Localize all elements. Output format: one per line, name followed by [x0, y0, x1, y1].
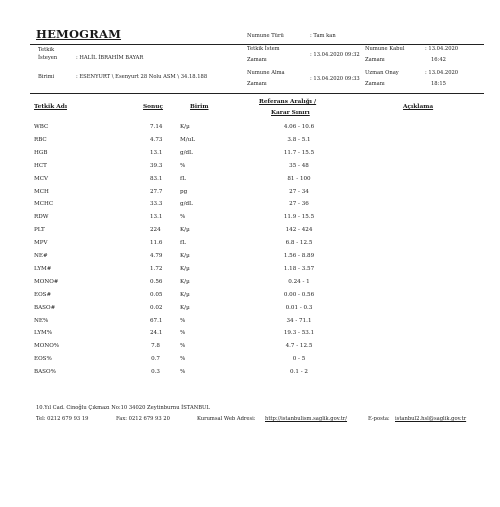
test-name: HCT	[34, 162, 47, 169]
col-unit: Birim	[190, 104, 209, 110]
table-row	[0, 369, 500, 381]
test-unit: K/µ	[180, 278, 190, 285]
test-result: 1.72	[150, 265, 163, 272]
test-unit: g/dL	[180, 149, 193, 156]
footer-web-label: Kurumsal Web Adresi:	[197, 416, 256, 422]
test-result: 0.02	[150, 304, 163, 311]
value-requester: : HALİL İBRAHİM BAYAR	[76, 55, 144, 61]
test-unit: %	[180, 317, 186, 324]
test-result: 4.73	[150, 136, 163, 143]
value-approval-date: : 13.04.2020	[425, 70, 459, 76]
label-collect-time-2: Zamanı	[247, 81, 267, 87]
test-name: RBC	[34, 136, 47, 143]
footer-email-link[interactable]: istanbul2.hsl@saglik.gov.tr	[395, 416, 467, 422]
table-row	[0, 253, 500, 265]
test-unit: g/dL	[180, 201, 193, 208]
test-reference: 0.1 - 2	[290, 369, 308, 376]
test-reference: 0 - 5	[292, 356, 306, 363]
test-unit: pg	[180, 188, 188, 195]
test-name: BASO%	[34, 369, 56, 376]
label-test: Tetkik	[38, 47, 55, 53]
test-name: MPV	[34, 240, 48, 247]
test-reference: 35 - 48	[289, 162, 309, 169]
test-name: MCH	[34, 188, 49, 195]
test-reference: 6.8 - 12.5	[285, 240, 313, 247]
test-result: 0.56	[150, 278, 163, 285]
col-result: Sonuç	[143, 104, 164, 110]
test-result: 33.3	[150, 201, 163, 208]
value-request-time: : 13.04.2020 09:32	[310, 52, 360, 58]
test-reference: 142 - 424	[285, 227, 313, 234]
test-unit: K/µ	[180, 253, 190, 259]
test-name: MONO%	[34, 343, 60, 350]
test-name: MCHC	[34, 201, 54, 208]
table-row	[0, 318, 500, 330]
test-reference: 11.7 - 15.5	[283, 149, 315, 156]
test-name: LYM%	[34, 330, 53, 337]
test-result: 39.3	[150, 162, 163, 169]
table-row	[0, 279, 500, 291]
test-reference: 0.00 - 0.56	[283, 291, 315, 298]
test-unit: %	[180, 356, 186, 363]
test-unit: M/uL	[180, 136, 195, 143]
test-reference: 0.24 - 1	[288, 278, 310, 285]
test-name: LYM#	[34, 265, 52, 272]
test-reference: 27 - 36	[289, 201, 309, 208]
header-divider	[30, 93, 484, 94]
label-collect-time-1: Numune Alma	[247, 70, 285, 76]
table-row	[0, 137, 500, 149]
test-result: 0.7	[151, 356, 160, 363]
test-unit: %	[180, 343, 186, 350]
test-unit: %	[180, 330, 186, 337]
test-reference: 0.01 - 0.3	[285, 304, 313, 311]
table-row	[0, 356, 500, 368]
test-name: MONO#	[34, 278, 59, 285]
value-collect-time: : 13.04.2020 09:33	[310, 76, 360, 82]
test-result: 67.1	[150, 317, 163, 324]
value-unit: : ESENYURT \ Esenyurt 28 Nolu ASM \ 34.18.188	[76, 74, 208, 80]
footer-web-link[interactable]: http://istanbulism.saglik.gov.tr/	[265, 416, 348, 422]
label-approval-time-1: Uzman Onay	[365, 70, 399, 76]
test-reference: 19.3 - 53.1	[283, 330, 315, 337]
test-result: 83.1	[150, 175, 163, 182]
test-unit: K/µ	[180, 124, 190, 130]
value-accept-time: 16:42	[431, 57, 446, 63]
test-name: EOS%	[34, 356, 52, 363]
test-name: WBC	[34, 124, 49, 130]
label-sample-type: Numune Türü	[247, 33, 284, 39]
table-row	[0, 150, 500, 162]
footer-address: 10.Yıl Cad. Cinoğlu Çıkmazı No:10 34020 Zeytinburnu İSTANBUL	[36, 405, 210, 411]
report-title: HEMOGRAM	[36, 27, 122, 41]
test-unit: fL	[180, 175, 186, 182]
col-test-name: Tetkik Adı	[34, 104, 68, 110]
col-ref-1: Referans Aralığı /	[259, 99, 317, 105]
table-row	[0, 266, 500, 278]
test-name: NE#	[34, 253, 48, 259]
test-name: RDW	[34, 214, 49, 221]
test-result: 24.1	[150, 330, 163, 337]
table-row	[0, 240, 500, 252]
test-reference: 34 - 71.1	[286, 317, 312, 324]
footer-tel: Tel: 0212 679 93 19	[36, 416, 89, 422]
test-unit: %	[180, 162, 186, 169]
label-accept-time-2: Zamanı	[365, 57, 385, 63]
test-reference: 4.06 - 10.6	[283, 124, 315, 130]
test-name: MCV	[34, 175, 49, 182]
label-request-time-2: Zamanı	[247, 57, 267, 63]
test-name: HGB	[34, 149, 48, 156]
test-name: BASO#	[34, 304, 56, 311]
test-result: 7.8	[151, 343, 160, 350]
test-unit: fL	[180, 240, 186, 247]
test-unit: K/µ	[180, 265, 190, 272]
test-result: 7.14	[150, 124, 163, 130]
test-name: PLT	[34, 227, 45, 234]
label-approval-time-2: Zamanı	[365, 81, 385, 87]
col-ref-2: Karar Sınırı	[271, 110, 310, 116]
test-result: 13.1	[150, 214, 163, 221]
test-result: 0.3	[151, 369, 160, 376]
label-accept-time-1: Numune Kabul	[365, 46, 405, 52]
test-reference: 3.8 - 5.1	[287, 136, 311, 143]
table-row	[0, 124, 500, 136]
test-reference: 27 - 34	[289, 188, 309, 195]
test-result: 11.6	[150, 240, 163, 247]
test-result: 224	[150, 227, 161, 234]
test-result: 4.79	[150, 253, 163, 259]
table-row	[0, 214, 500, 226]
test-reference: 1.56 - 8.89	[283, 253, 315, 259]
value-approval-time: 18:15	[431, 81, 446, 87]
test-result: 27.7	[150, 188, 163, 195]
test-name: EOS#	[34, 291, 52, 298]
table-row	[0, 292, 500, 304]
table-row	[0, 189, 500, 201]
table-row	[0, 305, 500, 317]
table-row	[0, 227, 500, 239]
test-result: 13.1	[150, 149, 163, 156]
test-reference: 81 - 100	[287, 175, 311, 182]
value-accept-date: : 13.04.2020	[425, 46, 459, 52]
label-unit: Birimi	[38, 74, 55, 80]
test-unit: %	[180, 214, 186, 221]
table-row	[0, 343, 500, 355]
footer-email-label: E-posta:	[368, 416, 390, 422]
test-reference: 4.7 - 12.5	[285, 343, 313, 350]
label-request-time-1: Tetkik İstem	[247, 46, 280, 52]
test-unit: K/µ	[180, 304, 190, 311]
test-reference: 1.18 - 3.57	[283, 265, 315, 272]
table-row	[0, 163, 500, 175]
label-requester: İsteyen	[38, 55, 58, 61]
test-result: 0.05	[150, 291, 163, 298]
value-sample-type: : Tam kan	[310, 33, 336, 39]
table-row	[0, 176, 500, 188]
top-divider	[30, 44, 484, 45]
test-reference: 11.9 - 15.5	[283, 214, 315, 221]
test-unit: K/µ	[180, 227, 190, 234]
footer-fax: Fax: 0212 679 93 20	[116, 416, 170, 422]
col-note: Açıklama	[403, 104, 434, 110]
test-name: NE%	[34, 317, 49, 324]
test-unit: %	[180, 369, 186, 376]
test-unit: K/µ	[180, 291, 190, 298]
table-row	[0, 330, 500, 342]
table-row	[0, 201, 500, 213]
